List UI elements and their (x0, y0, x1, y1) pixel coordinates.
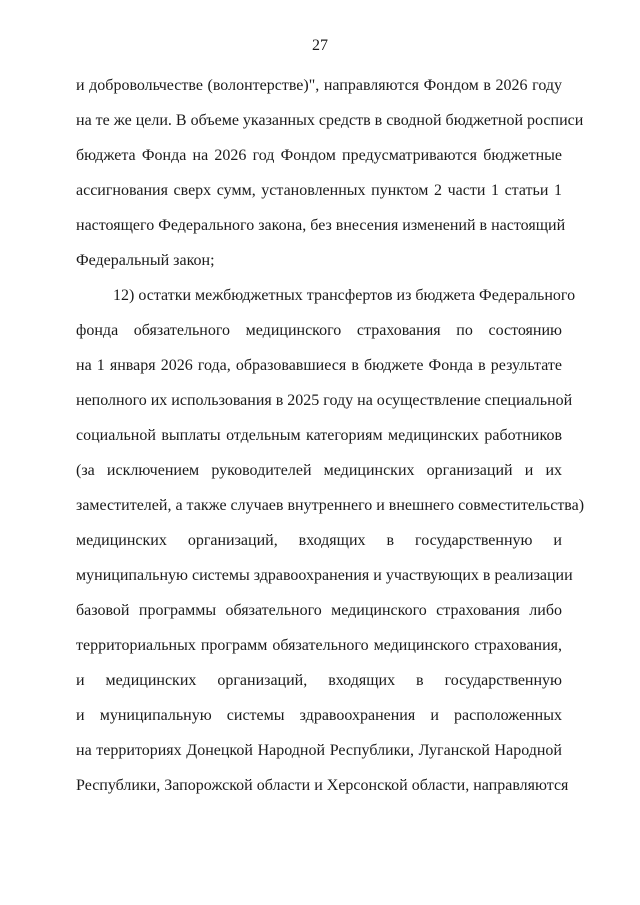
text-line: бюджета Фонда на 2026 год Фондом предусматриваются бюджетные (76, 147, 562, 164)
text-line: Республики, Запорожской области и Херсонской области, направляются (76, 777, 569, 794)
text-line: неполного их использования в 2025 году на осуществление специальной (76, 392, 573, 409)
text-line: настоящего Федерального закона, без внесения изменений в настоящий (76, 217, 566, 234)
text-line: на территориях Донецкой Народной Республики, Луганской Народной (76, 742, 562, 759)
text-line: муниципальную системы здравоохранения и участвующих в реализации (76, 567, 573, 584)
text-line: медицинских организаций, входящих в государственную и (76, 532, 562, 549)
text-line: и муниципальную системы здравоохранения и расположенных (76, 707, 562, 724)
text-line: социальной выплаты отдельным категориям медицинских работников (76, 427, 562, 444)
text-line: на 1 января 2026 года, образовавшиеся в бюджете Фонда в результате (76, 357, 562, 374)
text-line: Федеральный закон; (76, 252, 215, 269)
page-number: 27 (312, 37, 328, 54)
text-line: заместителей, а также случаев внутреннего и внешнего совместительства) (76, 497, 585, 514)
paragraph-first-line: 12) остатки межбюджетных трансфертов из бюджета Федерального (113, 287, 576, 304)
text-line: ассигнования сверх сумм, установленных пунктом 2 части 1 статьи 1 (76, 182, 562, 199)
text-line: фонда обязательного медицинского страхования по состоянию (76, 322, 562, 339)
text-line: и добровольчестве (волонтерстве)", направляются Фондом в 2026 году (76, 77, 562, 94)
text-line: на те же цели. В объеме указанных средств в сводной бюджетной росписи (76, 112, 584, 129)
text-line: (за исключением руководителей медицинских организаций и их (76, 462, 562, 479)
text-line: территориальных программ обязательного медицинского страхования, (76, 637, 562, 654)
text-line: и медицинских организаций, входящих в государственную (76, 672, 562, 689)
text-line: базовой программы обязательного медицинского страхования либо (76, 602, 562, 619)
